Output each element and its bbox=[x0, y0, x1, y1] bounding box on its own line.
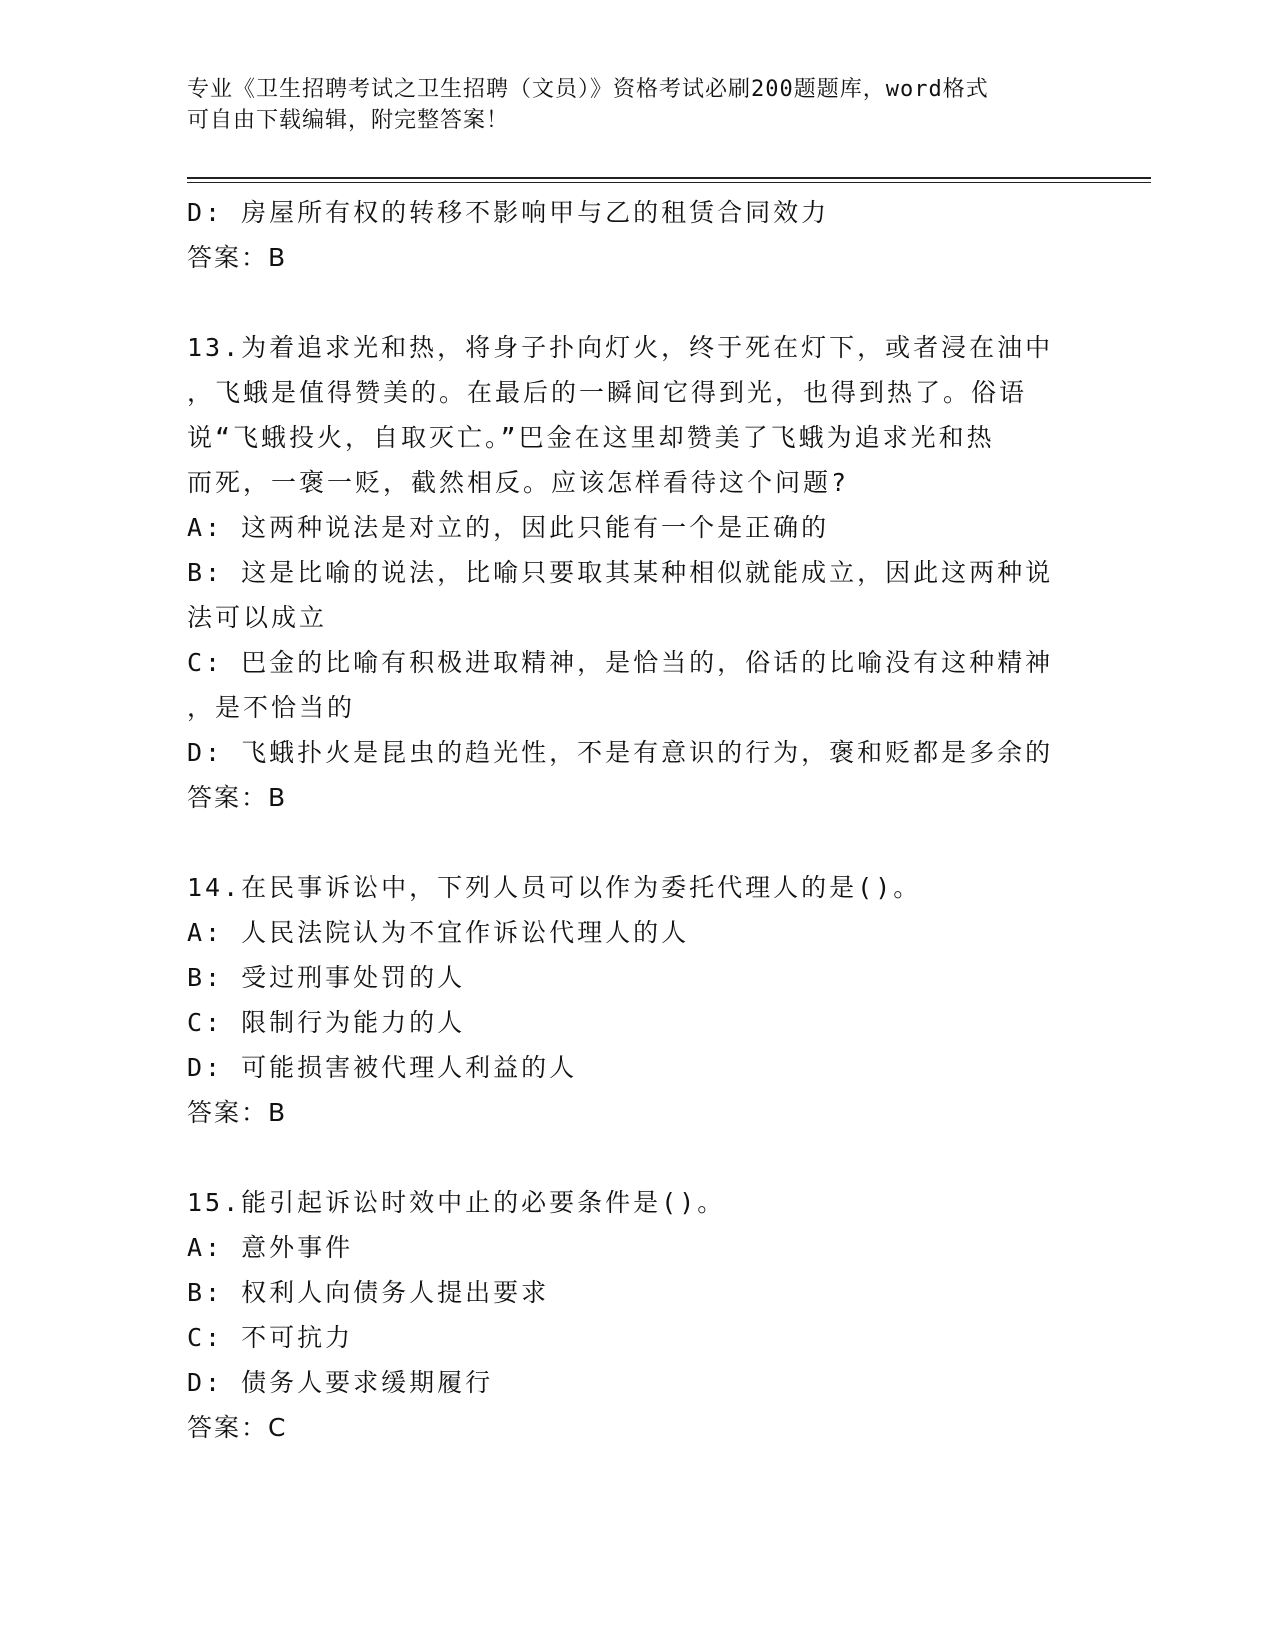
spacer bbox=[187, 820, 1087, 865]
option-b-cont: 法可以成立 bbox=[187, 603, 328, 632]
answer-label: 答案：B bbox=[187, 783, 288, 812]
page-header bbox=[187, 74, 1067, 136]
header-line-2: 可自由下载编辑，附完整答案！ bbox=[187, 108, 510, 133]
question-13 bbox=[187, 325, 1087, 820]
answer-label: 答案：B bbox=[187, 1098, 288, 1127]
spacer bbox=[187, 280, 1087, 325]
header-divider-thick bbox=[187, 177, 1151, 179]
question-stem: 13.为着追求光和热，将身子扑向灯火，终于死在灯下，或者浸在油中 bbox=[187, 333, 1054, 362]
header-divider-thin bbox=[187, 182, 1151, 183]
question-stem: 15.能引起诉讼时效中止的必要条件是()。 bbox=[187, 1188, 726, 1217]
question-14 bbox=[187, 865, 1087, 1135]
option-a: A: 这两种说法是对立的，因此只能有一个是正确的 bbox=[187, 513, 830, 542]
option-a: A: 意外事件 bbox=[187, 1233, 354, 1262]
option-c-cont: ，是不恰当的 bbox=[187, 693, 356, 722]
spacer bbox=[187, 1135, 1087, 1180]
option-d: D: 房屋所有权的转移不影响甲与乙的租赁合同效力 bbox=[187, 198, 830, 227]
option-c: C: 巴金的比喻有积极进取精神，是恰当的，俗话的比喻没有这种精神 bbox=[187, 648, 1054, 677]
answer-label: 答案：B bbox=[187, 243, 288, 272]
question-stem: 14.在民事诉讼中，下列人员可以作为委托代理人的是()。 bbox=[187, 873, 922, 902]
question-15 bbox=[187, 1180, 1087, 1450]
answer-label: 答案：C bbox=[187, 1413, 288, 1442]
question-12-tail bbox=[187, 190, 1087, 280]
option-c: C: 不可抗力 bbox=[187, 1323, 354, 1352]
option-b: B: 这是比喻的说法，比喻只要取其某种相似就能成立，因此这两种说 bbox=[187, 558, 1054, 587]
question-list bbox=[187, 190, 1087, 1450]
question-stem: 而死，一褒一贬，截然相反。应该怎样看待这个问题? bbox=[187, 468, 850, 497]
option-b: B: 权利人向债务人提出要求 bbox=[187, 1278, 550, 1307]
option-a: A: 人民法院认为不宜作诉讼代理人的人 bbox=[187, 918, 690, 947]
question-stem: ，飞蛾是值得赞美的。在最后的一瞬间它得到光，也得到热了。俗语 bbox=[187, 378, 1028, 407]
option-d: D: 债务人要求缓期履行 bbox=[187, 1368, 494, 1397]
option-b: B: 受过刑事处罚的人 bbox=[187, 963, 466, 992]
question-stem: 说“飞蛾投火，自取灭亡。”巴金在这里却赞美了飞蛾为追求光和热 bbox=[187, 423, 995, 452]
option-d: D: 可能损害被代理人利益的人 bbox=[187, 1053, 578, 1082]
option-c: C: 限制行为能力的人 bbox=[187, 1008, 466, 1037]
option-d: D: 飞蛾扑火是昆虫的趋光性，不是有意识的行为，褒和贬都是多余的 bbox=[187, 738, 1054, 767]
header-line-1: 专业《卫生招聘考试之卫生招聘（文员）》资格考试必刷200题题库，word格式 bbox=[187, 77, 989, 102]
